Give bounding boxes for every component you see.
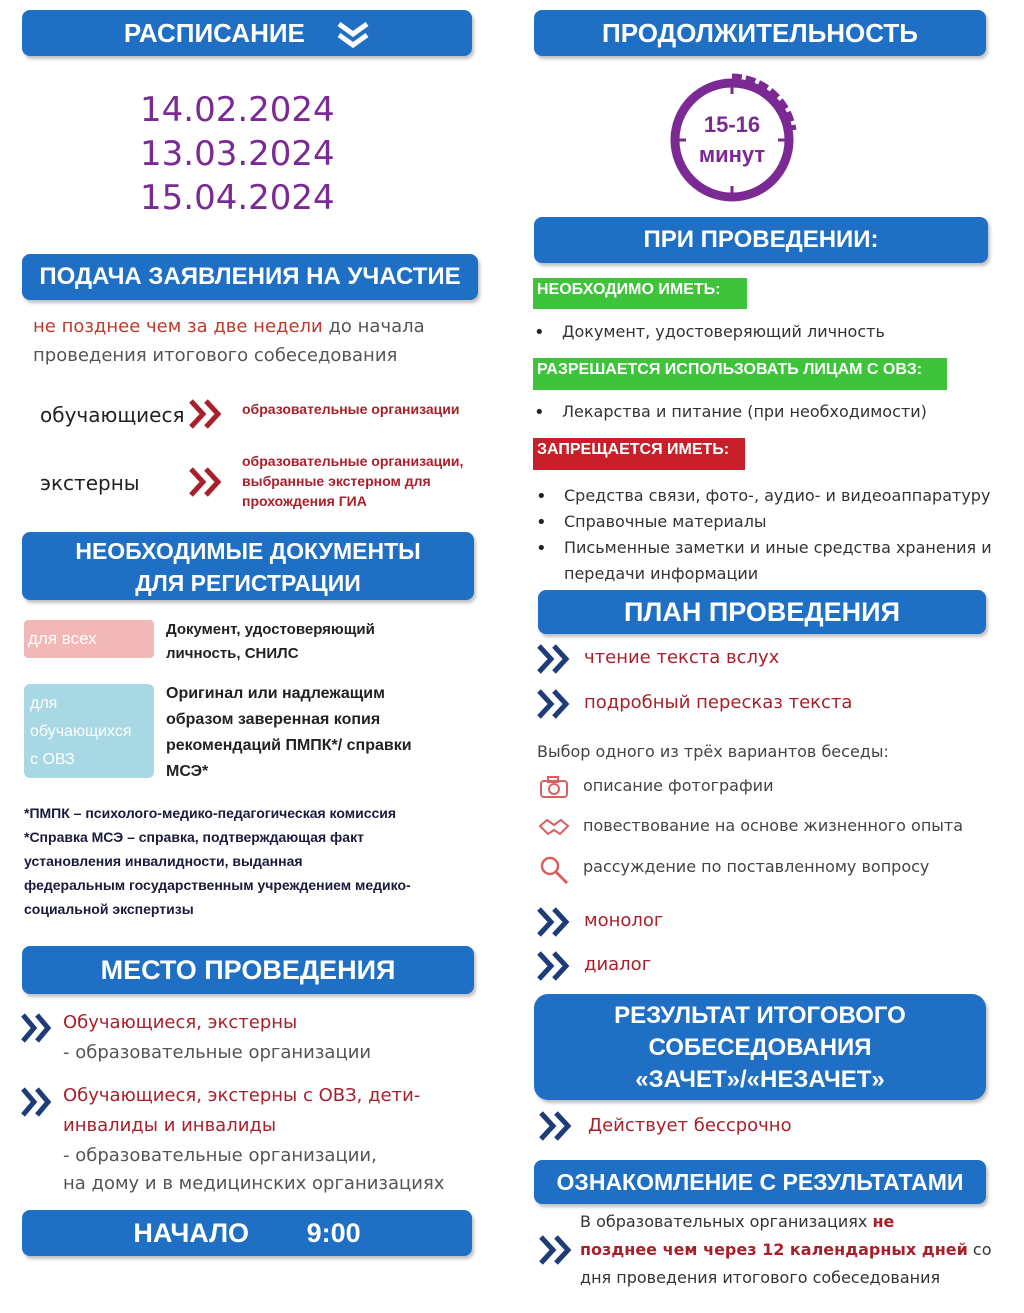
choice-intro: Выбор одного из трёх вариантов беседы: <box>537 742 889 761</box>
plan-header <box>538 590 986 634</box>
note-5: социальной экспертизы <box>24 901 194 917</box>
students-where: образовательные организации <box>242 401 460 417</box>
all-docs-text <box>166 618 375 666</box>
application-header <box>22 254 478 300</box>
plan-2: подробный пересказ текста <box>584 692 853 713</box>
review-line-2 <box>580 1236 992 1264</box>
documents-header <box>22 532 474 600</box>
handshake-icon <box>538 812 570 845</box>
choice-3: рассуждение по поставленному вопросу <box>583 857 930 876</box>
review-header <box>534 1160 986 1204</box>
place-2-chevron-icon <box>20 1086 56 1118</box>
note-3: установления инвалидности, выданная <box>24 853 303 869</box>
allowed-tag: РАЗРЕШАЕТСЯ ИСПОЛЬЗОВАТЬ ЛИЦАМ С ОВЗ: <box>533 358 947 390</box>
forbidden-item-3: • Письменные заметки и иные средства хранения и <box>564 538 992 557</box>
result-header <box>534 994 986 1100</box>
schedule-header <box>22 10 472 56</box>
review-1b: не <box>872 1212 895 1231</box>
note-2: *Справка МСЭ – справка, подтверждающая факт <box>24 829 364 845</box>
duration-header <box>534 10 986 56</box>
review-chevron-icon <box>538 1234 576 1266</box>
externs-where-3: прохождения ГИА <box>242 493 367 509</box>
place-header <box>22 946 474 994</box>
magnifier-icon <box>538 854 570 891</box>
date-3: 15.04.2024 <box>140 178 335 218</box>
place-2-sub-1: - образовательные организации, <box>63 1145 377 1166</box>
conduct-header <box>534 217 988 263</box>
forbidden-item-4: передачи информации <box>564 564 759 583</box>
ovz-text-4: МСЭ* <box>166 763 209 780</box>
result-validity: Действует бессрочно <box>588 1115 792 1136</box>
must-have-tag: НЕОБХОДИМО ИМЕТЬ: <box>533 278 747 309</box>
choice-2: повествование на основе жизненного опыта <box>583 816 964 835</box>
deadline-red: не позднее чем за две недели <box>33 316 323 337</box>
review-header-label: ОЗНАКОМЛЕНИЕ С РЕЗУЛЬТАТАМИ <box>556 1169 964 1195</box>
application-deadline-line2: проведения итогового собеседования <box>33 345 398 366</box>
documents-header-1: НЕОБХОДИМЫЕ ДОКУМЕНТЫ <box>75 538 421 564</box>
date-2: 13.03.2024 <box>140 134 335 174</box>
all-text-2: личность, СНИЛС <box>166 645 299 662</box>
note-4: федеральным государственным учреждением медико- <box>24 877 411 893</box>
ovz-docs-text <box>166 681 412 785</box>
plan-4-chevron-icon <box>536 950 574 982</box>
plan-1: чтение текста вслух <box>584 647 780 668</box>
ovz-tag-1: для <box>30 695 58 712</box>
forbidden-item-1: • Средства связи, фото-, аудио- и видеоаппаратуру <box>564 486 990 505</box>
plan-2-chevron-icon <box>536 688 574 720</box>
clock-line-2: минут <box>698 142 766 167</box>
start-label: НАЧАЛО <box>133 1218 250 1248</box>
validity-chevron-icon <box>538 1110 576 1142</box>
double-chevron-down-icon <box>336 21 370 49</box>
externs-chevron-icon <box>188 466 226 498</box>
documents-header-2: ДЛЯ РЕГИСТРАЦИИ <box>135 570 361 596</box>
review-1a: В образовательных организациях <box>580 1212 873 1231</box>
application-header-label: ПОДАЧА ЗАЯВЛЕНИЯ НА УЧАСТИЕ <box>39 263 461 290</box>
place-1-chevron-icon <box>20 1012 56 1044</box>
externs-label: экстерны <box>40 471 140 495</box>
externs-where <box>242 451 463 511</box>
must-have-item: • Документ, удостоверяющий личность <box>562 322 885 341</box>
ovz-tag <box>24 684 154 778</box>
plan-3-chevron-icon <box>536 906 574 938</box>
clock-text <box>666 110 798 170</box>
externs-where-2: выбранные экстерном для <box>242 473 431 489</box>
allowed-item: • Лекарства и питание (при необходимости) <box>562 402 927 421</box>
review-line-3: дня проведения итогового собеседования <box>580 1268 941 1287</box>
start-time: 9:00 <box>306 1218 361 1248</box>
schedule-header-label: РАСПИСАНИЕ <box>123 18 305 48</box>
plan-header-label: ПЛАН ПРОВЕДЕНИЯ <box>624 597 900 627</box>
note-1: *ПМПК – психолого-медико-педагогическая комиссия <box>24 805 397 821</box>
ovz-text-3: рекомендаций ПМПК*/ справки <box>166 737 412 754</box>
forbidden-item-2: • Справочные материалы <box>564 512 767 531</box>
duration-header-label: ПРОДОЛЖИТЕЛЬНОСТЬ <box>602 18 918 48</box>
all-text-1: Документ, удостоверяющий <box>166 621 375 638</box>
place-header-label: МЕСТО ПРОВЕДЕНИЯ <box>100 955 396 985</box>
place-2-sub-2: на дому и в медицинских организациях <box>63 1173 445 1194</box>
all-tag: для всех <box>24 620 154 658</box>
plan-4: диалог <box>584 954 652 975</box>
choice-1: описание фотографии <box>583 776 774 795</box>
review-2a: позднее чем через 12 календарных дней <box>580 1240 968 1259</box>
result-header-3: «ЗАЧЕТ»/«НЕЗАЧЕТ» <box>635 1066 885 1093</box>
camera-icon <box>538 774 570 805</box>
footnotes <box>24 801 411 921</box>
result-header-2: СОБЕСЕДОВАНИЯ <box>648 1034 872 1061</box>
clock-line-1: 15-16 <box>703 112 761 137</box>
date-1: 14.02.2024 <box>140 90 335 130</box>
result-header-1: РЕЗУЛЬТАТ ИТОГОВОГО <box>614 1002 906 1029</box>
externs-where-1: образовательные организации, <box>242 453 464 469</box>
review-text <box>580 1208 992 1292</box>
deadline-rest: до начала <box>322 316 425 337</box>
ovz-text-1: Оригинал или надлежащим <box>166 685 385 702</box>
application-deadline <box>33 316 425 337</box>
ovz-tag-2: обучающихся <box>30 723 132 740</box>
place-2-red-1: Обучающиеся, экстерны с ОВЗ, дети- <box>63 1085 421 1106</box>
review-2b: со <box>967 1240 992 1259</box>
place-2-red-2: инвалиды и инвалиды <box>63 1115 277 1136</box>
students-label: обучающиеся <box>40 403 185 427</box>
plan-3: монолог <box>584 910 664 931</box>
ovz-text-2: образом заверенная копия <box>166 711 381 728</box>
clock-icon <box>666 70 802 206</box>
conduct-header-label: ПРИ ПРОВЕДЕНИИ: <box>643 226 879 253</box>
review-line-1 <box>580 1208 992 1236</box>
forbidden-tag: ЗАПРЕЩАЕТСЯ ИМЕТЬ: <box>533 438 745 470</box>
plan-1-chevron-icon <box>536 643 574 675</box>
students-chevron-icon <box>188 398 226 430</box>
place-1-sub: - образовательные организации <box>63 1042 372 1063</box>
place-1-red: Обучающиеся, экстерны <box>63 1012 298 1033</box>
start-header <box>22 1210 472 1256</box>
ovz-tag-3: с ОВЗ <box>30 751 75 768</box>
